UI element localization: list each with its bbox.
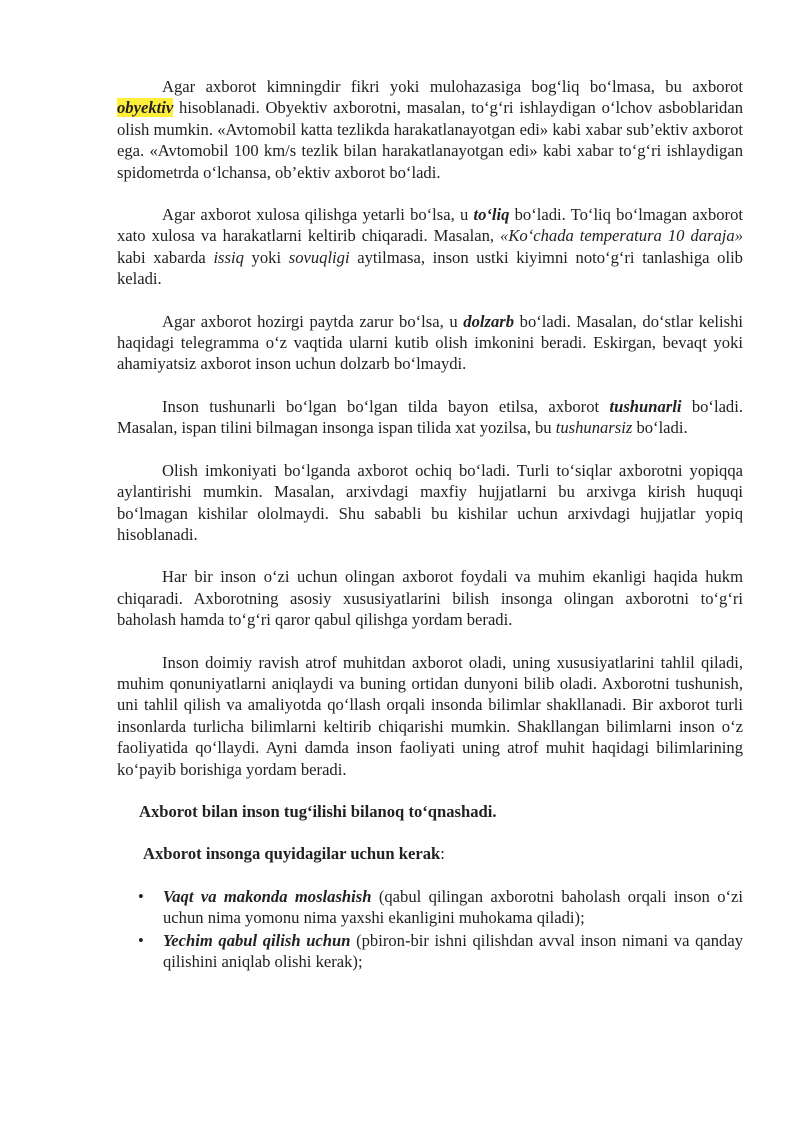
list-item-description: (qabul qilingan axborotni baholash orqali inson o‘zi uchun nima yomonu nima yaxshi ekanligini muhokama qiladi); (163, 886, 744, 928)
list-intro-colon: : (440, 844, 445, 864)
text-run: bo‘ladi. Masalan, ispan tilini bilmagan insonga ispan tilida xat yozilsa, bu (117, 396, 743, 438)
section-heading-text: Axborot bilan inson tug‘ilishi bilanoq to‘qnashadi. (139, 801, 497, 821)
text-run: bo‘ladi. Masalan, do‘stlar kelishi haqidagi telegramma o‘z vaqtida ularni kutib olish imkonini beradi. Eskirgan, bevaqt yoki ahamiyatsiz axborot inson uchun dolzarb bo‘lmaydi. (117, 311, 743, 374)
list-item-title: Vaqt va makonda moslashish (163, 886, 372, 906)
text-run: Agar axborot xulosa qilishga yetarli bo‘lsa, u (162, 205, 474, 225)
text-run: aytilmasa, inson ustki kiyimni noto‘g‘ri tanlashiga olib keladi. (117, 247, 743, 289)
italic-text: «Ko‘chada temperatura 10 daraja» (500, 226, 744, 246)
needs-list (117, 886, 743, 973)
paragraph-understandable (117, 396, 743, 439)
list-item (138, 886, 744, 929)
text-run: bo‘ladi. To‘liq bo‘lmagan axborot xato xulosa va harakatlarni keltirib chiqaradi. Masalan, (117, 205, 743, 246)
list-item (138, 930, 743, 973)
paragraph-open (117, 460, 743, 546)
section-heading (139, 801, 743, 822)
list-item-description: (pbiron-bir ishni qilishdan avval inson nimani va qanday qilishini aniqlab olishi kerak); (163, 930, 743, 971)
text-run: hisoblanadi. Obyektiv axborotni, masalan, to‘g‘ri ishlaydigan o‘lchov asboblaridan olish mumkin. «Avtomobil katta tezlikda harakatlanayotgan edi» kabi xabar sub’ektiv axborot ega. «Avtomobil 100 km/s tezlik bilan harakatlanayotgan edi» kabi xabar to‘g‘ri ishlaydigan spidometrda o‘lchansa, ob’ektiv axborot bo‘ladi. (117, 98, 743, 182)
text-run: Agar axborot hozirgi paytda zarur bo‘lsa, u (162, 311, 464, 331)
text-run: Olish imkoniyati bo‘lganda axborot ochiq bo‘ladi. Turli to‘siqlar axborotni yopiqqa aylantirishi mumkin. Masalan, arxivdagi maxfiy hujjatlarni bu arxivga kirish huquqi bo‘lmagan kishilar ololmaydi. Shu sababli bu kishilar uchun arxivdagi hujjatlar yopiq hisoblanadi. (117, 460, 743, 544)
emphasis-term: to‘liq (473, 205, 510, 225)
paragraph-knowledge (117, 652, 743, 780)
bullet-icon: • (138, 930, 144, 950)
body-text (117, 76, 743, 780)
list-intro-bold: Axborot insonga quyidagilar uchun kerak (143, 844, 441, 864)
paragraph-relevant (117, 311, 743, 375)
paragraph-objective (117, 76, 743, 183)
emphasis-term: tushunarli (609, 396, 682, 416)
text-run: yoki (243, 247, 289, 267)
italic-text: issiq (213, 247, 244, 267)
paragraph-useful (117, 566, 743, 630)
emphasis-term: obyektiv (117, 98, 174, 118)
text-run: Inson tushunarli bo‘lgan bo‘lgan tilda bayon etilsa, axborot (162, 396, 610, 416)
text-run: kabi xabarda (117, 247, 214, 267)
emphasis-term: dolzarb (463, 311, 515, 331)
text-run: bo‘ladi. (632, 418, 688, 438)
list-intro (143, 843, 743, 864)
text-run: Agar axborot kimningdir fikri yoki mulohazasiga bog‘liq bo‘lmasa, bu axborot (162, 77, 743, 96)
italic-text: tushunarsiz (555, 418, 633, 438)
list-item-title: Yechim qabul qilish uchun (163, 930, 351, 950)
paragraph-complete (117, 204, 743, 290)
text-run: Har bir inson o‘zi uchun olingan axborot foydali va muhim ekanligi haqida hukm chiqaradi. Axborotning asosiy xususiyatlarini bilish insonga olingan axborotni to‘g‘ri baholash hamda to‘g‘ri qaror qabul qilishga yordam beradi. (117, 567, 743, 630)
text-run: Inson doimiy ravish atrof muhitdan axborot oladi, uning xususiyatlarini tahlil qiladi, muhim qonuniyatlarni aniqlaydi va buning ortidan dunyoni bilib oladi. Axborotni tushunish, uni tahlil qilish va amaliyotda qo‘llash orqali insonda bilimlar shakllanadi. Bir axborot turli insonlarda turlicha bilimlarni keltirib chiqarishi mumkin. Shakllangan bilimlarni inson o‘z faoliyatida qo‘llaydi. Ayni damda inson faoliyati uning atrof muhit haqidagi bilimlarining ko‘payib borishiga yordam beradi. (117, 652, 743, 779)
italic-text: sovuqligi (288, 247, 350, 267)
bullet-icon: • (138, 886, 144, 906)
